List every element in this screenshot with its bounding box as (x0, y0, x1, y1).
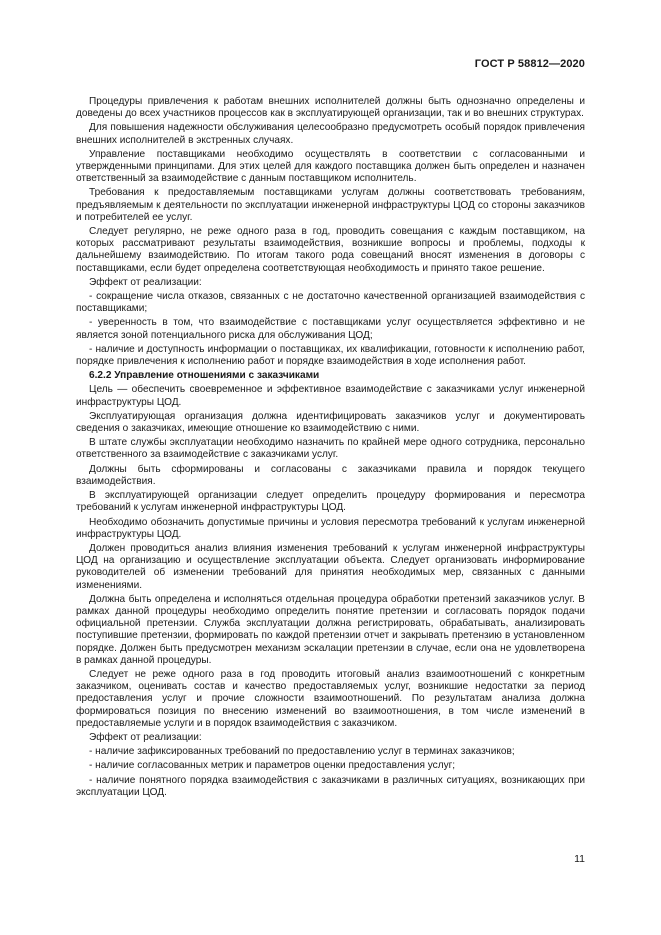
paragraph: Следует не реже одного раза в год проводить итоговый анализ взаимоотношений с конкретным заказчиком, оценивать состав и качество предоставляемых услуг, возникшие недостатки за период предоставления услуг и прочие сложности взаимоотношений. По результатам анализа должна формироваться позиция по внесению изменений во взаимоотношения, в том числе изменений в предоставляемые услуги и в порядок взаимодействия с заказчиком. (76, 668, 585, 729)
page-number: 11 (574, 853, 585, 865)
paragraph: Эксплуатирующая организация должна идентифицировать заказчиков услуг и документировать сведения о заказчиках, имеющие отношение ко взаимодействию с ними. (76, 410, 585, 435)
paragraph: Цель — обеспечить своевременное и эффективное взаимодействие с заказчиками услуг инженерной инфраструктуры ЦОД. (76, 384, 585, 408)
list-item: - наличие согласованных метрик и параметров оценки предоставления услуг; (89, 760, 456, 772)
list-item: - наличие и доступность информации о поставщиках, их квалификации, готовности к исполнению работ, порядке привлечения к исполнению работ и порядке взаимодействия в ходе исполнения работ. (76, 343, 585, 368)
paragraph: Для повышения надежности обслуживания целесообразно предусмотреть особый порядок привлечения внешних исполнителей в экстренных случаях. (76, 122, 585, 146)
section-heading: 6.2.2 Управление отношениями с заказчиками (89, 370, 320, 382)
effect-heading: Эффект от реализации: (89, 731, 202, 743)
paragraph: Процедуры привлечения к работам внешних исполнителей должны быть однозначно определены и доведены до всех участников процессов как в эксплуатирующей организации, так и во внешних структурах. (76, 96, 585, 120)
effect-heading: Эффект от реализации: (89, 276, 202, 288)
standard-designation: ГОСТ Р 58812—2020 (474, 58, 585, 70)
list-item: - сокращение числа отказов, связанных с не достаточно качественной организацией взаимодействия с поставщиками; (76, 291, 585, 315)
list-item: - уверенность в том, что взаимодействие с поставщиками услуг осуществляется эффективно и не является зоной потенциального риска для обслуживания ЦОД; (76, 317, 585, 341)
paragraph: Следует регулярно, не реже одного раза в год, проводить совещания с каждым поставщиком, на которых рассматривают результаты взаимодействия, возникшие вопросы и проблемы, подходы к дальнейшему взаимодействию. По итогам такого рода совещаний вносят изменения в договоры с поставщиками, если будет определена соответствующая необходимость и принято такое решение. (76, 226, 585, 274)
body-text (76, 96, 585, 801)
paragraph: Должна быть определена и исполняться отдельная процедура обработки претензий заказчиков услуг. В рамках данной процедуры необходимо определить понятие претензии и согласовать порядок подачи официальной претензии. Служба эксплуатации должна регистрировать, обрабатывать, анализировать поступившие претензии, формировать по каждой претензии отчет и закрывать претензию в установленном порядке. Должен быть предусмотрен механизм эскалации претензии в случае, если она не удовлетворена в рамках данной процедуры. (76, 593, 585, 666)
paragraph: Требования к предоставляемым поставщиками услугам должны соответствовать требованиям, предъявляемым к деятельности по эксплуатации инженерной инфраструктуры ЦОД со стороны заказчиков и потребителей ее услуг. (76, 187, 585, 223)
paragraph: В эксплуатирующей организации следует определить процедуру формирования и пересмотра требований к услугам инженерной инфраструктуры ЦОД. (76, 490, 585, 514)
list-item: - наличие понятного порядка взаимодействия с заказчиками в различных ситуациях, возникающих при эксплуатации ЦОД. (76, 774, 585, 798)
paragraph: Управление поставщиками необходимо осуществлять в соответствии с согласованными и утвержденными принципами. Для этих целей для каждого поставщика должен быть определен и назначен ответственный за взаимодействие с данным поставщиком исполнитель. (76, 148, 585, 185)
paragraph: В штате службы эксплуатации необходимо назначить по крайней мере одного сотрудника, персонально ответственного за взаимодействие с заказчиками услуг. (76, 437, 585, 461)
paragraph: Должен проводиться анализ влияния изменения требований к услугам инженерной инфраструктуры ЦОД на организацию и осуществление эксплуатации объекта. Следует организовать информирование руководителей об изменении требований для принятия необходимых мер, связанных с данными изменениями. (76, 542, 585, 591)
paragraph: Должны быть сформированы и согласованы с заказчиками правила и порядок текущего взаимодействия. (76, 463, 585, 487)
paragraph: Необходимо обозначить допустимые причины и условия пересмотра требований к услугам инженерной инфраструктуры ЦОД. (76, 516, 585, 540)
list-item: - наличие зафиксированных требований по предоставлению услуг в терминах заказчиков; (89, 746, 515, 758)
